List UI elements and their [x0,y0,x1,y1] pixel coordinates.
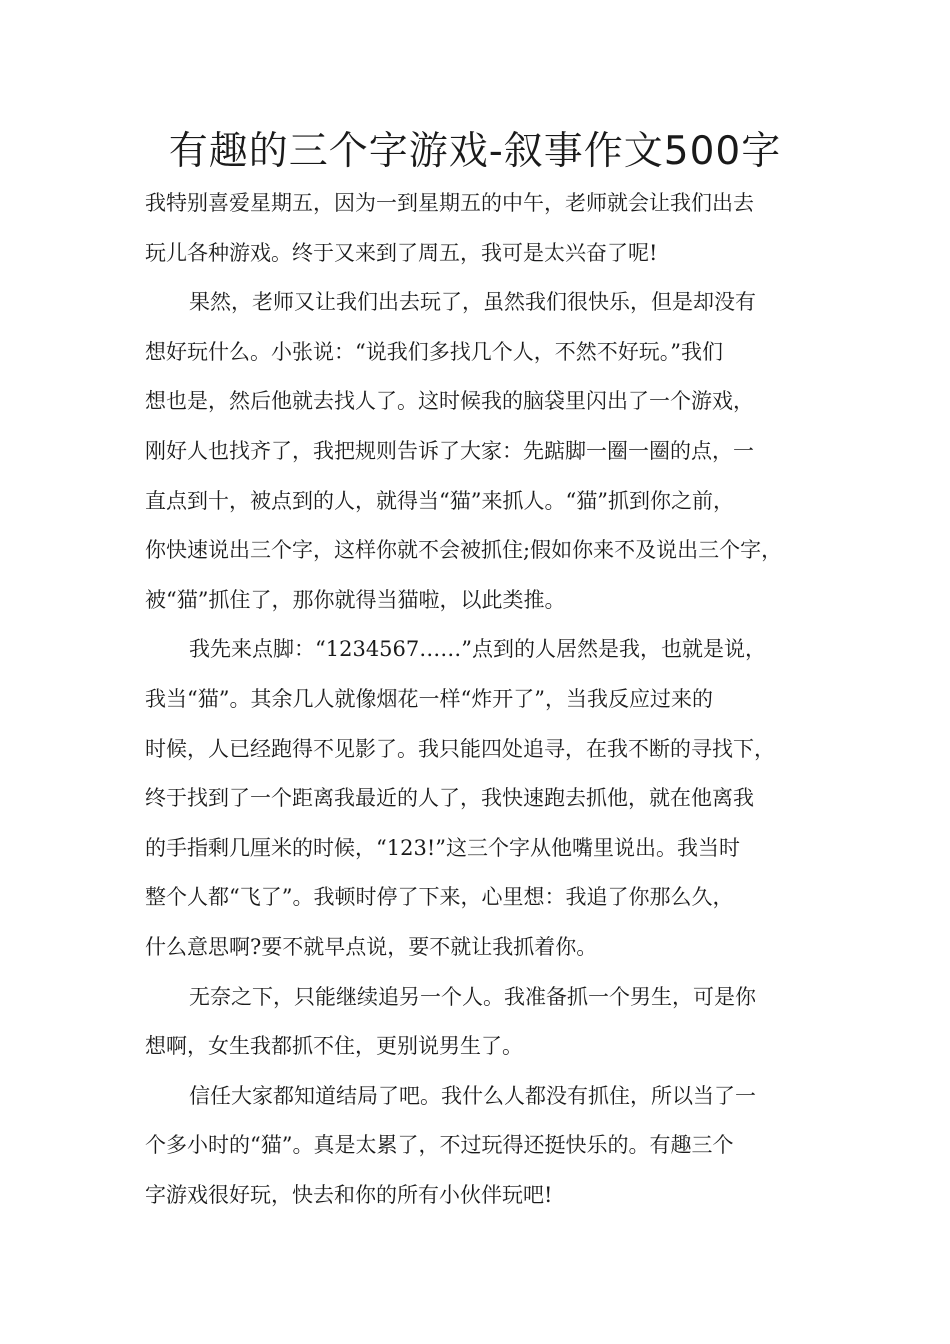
paragraph-3 [145,625,820,972]
paragraph-2 [145,278,820,625]
text-line: 终于找到了一个距离我最近的人了，我快速跑去抓他，就在他离我 [145,786,754,811]
text-line: 的手指剩几厘米的时候，“123!”这三个字从他嘴里说出。我当时 [145,835,740,860]
text-line: 我特别喜爱星期五，因为一到星期五的中午，老师就会让我们出去 [145,191,754,215]
document-body [145,179,820,1220]
text-line: 玩儿各种游戏。终于又来到了周五，我可是太兴奋了呢! [145,240,658,265]
text-line: 被“猫”抓住了，那你就得当猫啦，以此类推。 [145,587,566,612]
text-line: 想好玩什么。小张说：“说我们多找几个人，不然不好玩。”我们 [145,339,723,364]
document-title: 有趣的三个字游戏-叙事作文500字 [168,129,782,174]
text-line: 你快速说出三个字，这样你就不会被抓住;假如你来不及说出三个字， [145,538,783,563]
text-line: 什么意思啊?要不就早点说，要不就让我抓着你。 [145,934,598,959]
text-line: 我先来点脚：“1234567……”点到的人居然是我，也就是说， [189,637,766,662]
text-line: 信任大家都知道结局了吧。我什么人都没有抓住，所以当了一 [189,1083,756,1108]
text-line: 无奈之下，只能继续追另一个人。我准备抓一个男生，可是你 [189,984,756,1009]
paragraph-5 [145,1072,820,1221]
text-line: 时候，人已经跑得不见影了。我只能四处追寻，在我不断的寻找下， [145,736,775,761]
text-line: 整个人都“飞了”。我顿时停了下来，心里想：我追了你那么久， [145,885,734,910]
text-line: 我当“猫”。其余几人就像烟花一样“炸开了”，当我反应过来的 [145,686,713,711]
paragraph-1 [145,179,820,278]
text-line: 刚好人也找齐了，我把规则告诉了大家：先踮脚一圈一圈的点，一 [145,438,754,463]
text-line: 想也是，然后他就去找人了。这时候我的脑袋里闪出了一个游戏， [145,389,754,414]
text-line: 直点到十，被点到的人，就得当“猫”来抓人。“猫”抓到你之前， [145,488,734,513]
text-line: 果然，老师又让我们出去玩了，虽然我们很快乐，但是却没有 [189,290,756,315]
text-line: 个多小时的“猫”。真是太累了，不过玩得还挺快乐的。有趣三个 [145,1133,734,1158]
text-line: 字游戏很好玩，快去和你的所有小伙伴玩吧! [145,1182,553,1207]
paragraph-4 [145,973,820,1072]
text-line: 想啊，女生我都抓不住，更别说男生了。 [145,1034,523,1059]
